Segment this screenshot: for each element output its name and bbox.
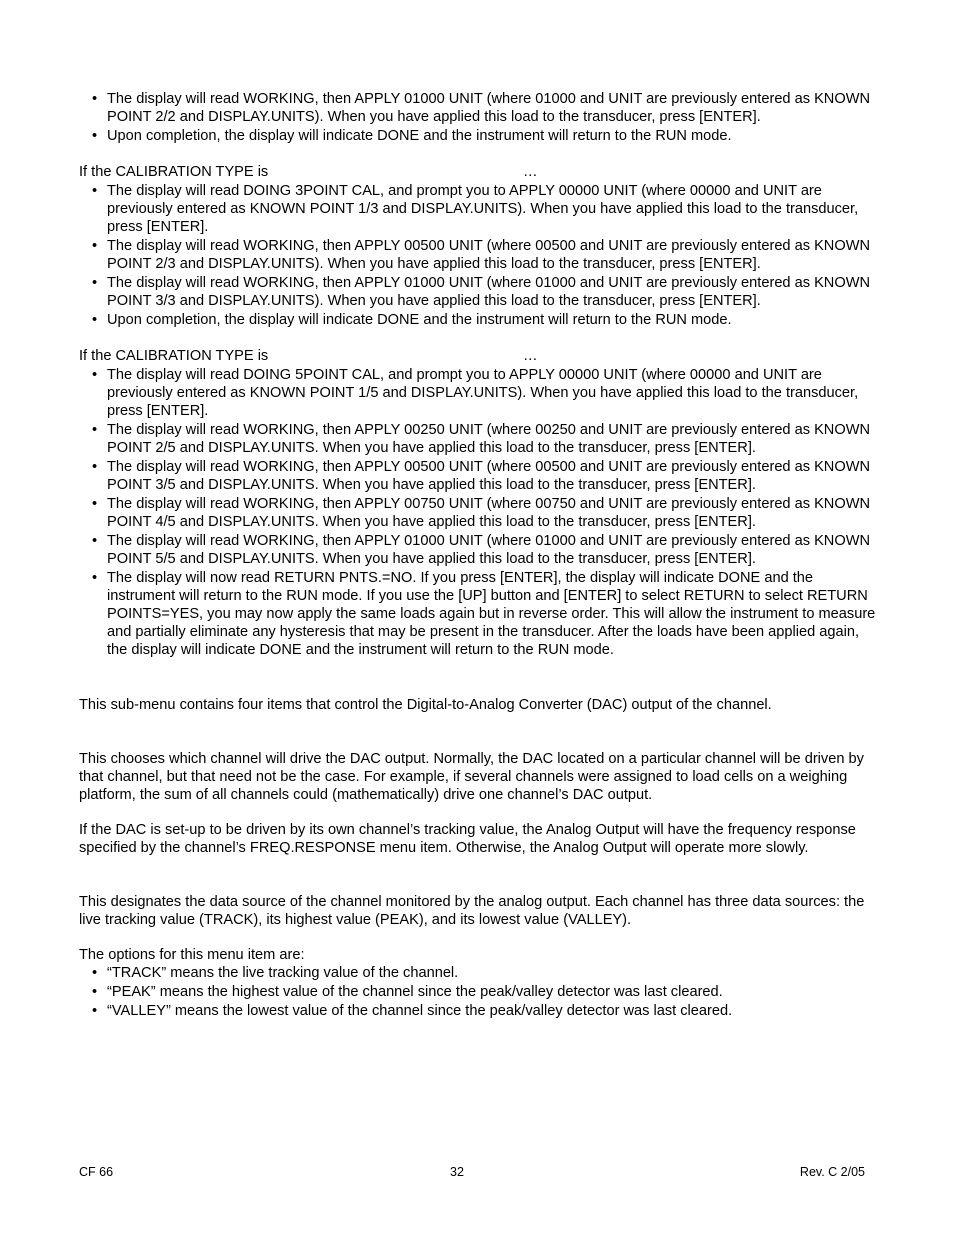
three-point-intro [79,163,879,182]
two-point-steps-list [79,90,879,145]
list-item: • “TRACK” means the live tracking value of the channel. [79,964,879,982]
list-item: • The display will read WORKING, then APPLY 01000 UNIT (where 01000 and UNIT are previously entered as KNOWN POINT 2/2 and DISPLAY.UNITS). When you have applied this load to the transducer, press [ENTER]. [79,90,879,126]
dac-submenu-intro: This sub-menu contains four items that control the Digital-to-Analog Converter (DAC) output of the channel. [79,697,772,713]
list-item: • The display will read WORKING, then APPLY 00500 UNIT (where 00500 and UNIT are previously entered as KNOWN POINT 2/3 and DISPLAY.UNITS). When you have applied this load to the transducer, press [ENTER]. [79,237,879,273]
intro-text: If the CALIBRATION TYPE is [79,348,269,364]
list-item: • “PEAK” means the highest value of the channel since the peak/valley detector was last cleared. [79,983,879,1001]
list-item: • The display will read WORKING, then APPLY 00250 UNIT (where 00250 and UNIT are previously entered as KNOWN POINT 2/5 and DISPLAY.UNITS. When you have applied this load to the transducer, press [ENTER]. [79,421,879,457]
list-item: • The display will now read RETURN PNTS.=NO. If you press [ENTER], the display will indicate DONE and the instrument will return to the RUN mode. If you use the [UP] button and [ENTER] to select RETURN to select RETURN POINTS=YES, you may now apply the same loads again but in reverse order. This will allow the instrument to measure and partially eliminate any hysteresis that may be present in the transducer. After the loads have been applied again, the display will indicate DONE and the instrument will return to the RUN mode. [79,569,879,659]
list-item: • The display will read WORKING, then APPLY 00750 UNIT (where 00750 and UNIT are previously entered as KNOWN POINT 4/5 and DISPLAY.UNITS. When you have applied this load to the transducer, press [ENTER]. [79,495,879,531]
list-item: • The display will read WORKING, then APPLY 01000 UNIT (where 01000 and UNIT are previously entered as KNOWN POINT 5/5 and DISPLAY.UNITS. When you have applied this load to the transducer, press [ENTER]. [79,532,879,568]
dac-channel-paragraph: This chooses which channel will drive the DAC output. Normally, the DAC located on a particular channel will be driven by that channel, but that need not be the case. For example, if several channels were assigned to load cells on a weighing platform, the sum of all channels could (mathematically) drive one channel’s DAC output. [79,751,864,803]
list-item: • The display will read DOING 5POINT CAL, and prompt you to APPLY 00000 UNIT (where 00000 and UNIT are previously entered as KNOWN POINT 1/5 and DISPLAY.UNITS). When you have applied this load to the transducer, press [ENTER]. [79,366,879,420]
dac-options-intro: The options for this menu item are: [79,947,305,963]
three-point-steps-list [79,182,879,329]
list-item: • “VALLEY” means the lowest value of the channel since the peak/valley detector was last cleared. [79,1002,879,1020]
intro-ellipsis: … [523,164,538,180]
list-item: • The display will read WORKING, then APPLY 00500 UNIT (where 00500 and UNIT are previously entered as KNOWN POINT 3/5 and DISPLAY.UNITS. When you have applied this load to the transducer, press [ENTER]. [79,458,879,494]
page-number: 32 [450,1165,464,1179]
list-item: • The display will read WORKING, then APPLY 01000 UNIT (where 01000 and UNIT are previously entered as KNOWN POINT 3/3 and DISPLAY.UNITS). When you have applied this load to the transducer, press [ENTER]. [79,274,879,310]
five-point-intro [79,347,879,366]
dac-frequency-paragraph: If the DAC is set-up to be driven by its own channel’s tracking value, the Analog Output will have the frequency response specified by the channel’s FREQ.RESPONSE menu item. Otherwise, the Analog Output will operate more slowly. [79,822,856,856]
document-body [79,90,879,1021]
list-item: • The display will read DOING 3POINT CAL, and prompt you to APPLY 00000 UNIT (where 00000 and UNIT are previously entered as KNOWN POINT 1/3 and DISPLAY.UNITS). When you have applied this load to the transducer, press [ENTER]. [79,182,879,236]
list-item: • Upon completion, the display will indicate DONE and the instrument will return to the RUN mode. [79,127,879,145]
dac-options-list [79,964,879,1020]
footer-doc-id: CF 66 [79,1165,114,1179]
intro-text: If the CALIBRATION TYPE is [79,164,269,180]
page-footer [79,1163,865,1181]
dac-source-paragraph: This designates the data source of the channel monitored by the analog output. Each channel has three data sources: the live tracking value (TRACK), its highest value (PEAK), and its lowest value (VALLEY). [79,894,865,928]
five-point-steps-list [79,366,879,659]
footer-revision: Rev. C 2/05 [799,1165,865,1179]
list-item: • Upon completion, the display will indicate DONE and the instrument will return to the RUN mode. [79,311,879,329]
intro-ellipsis: … [523,348,538,364]
